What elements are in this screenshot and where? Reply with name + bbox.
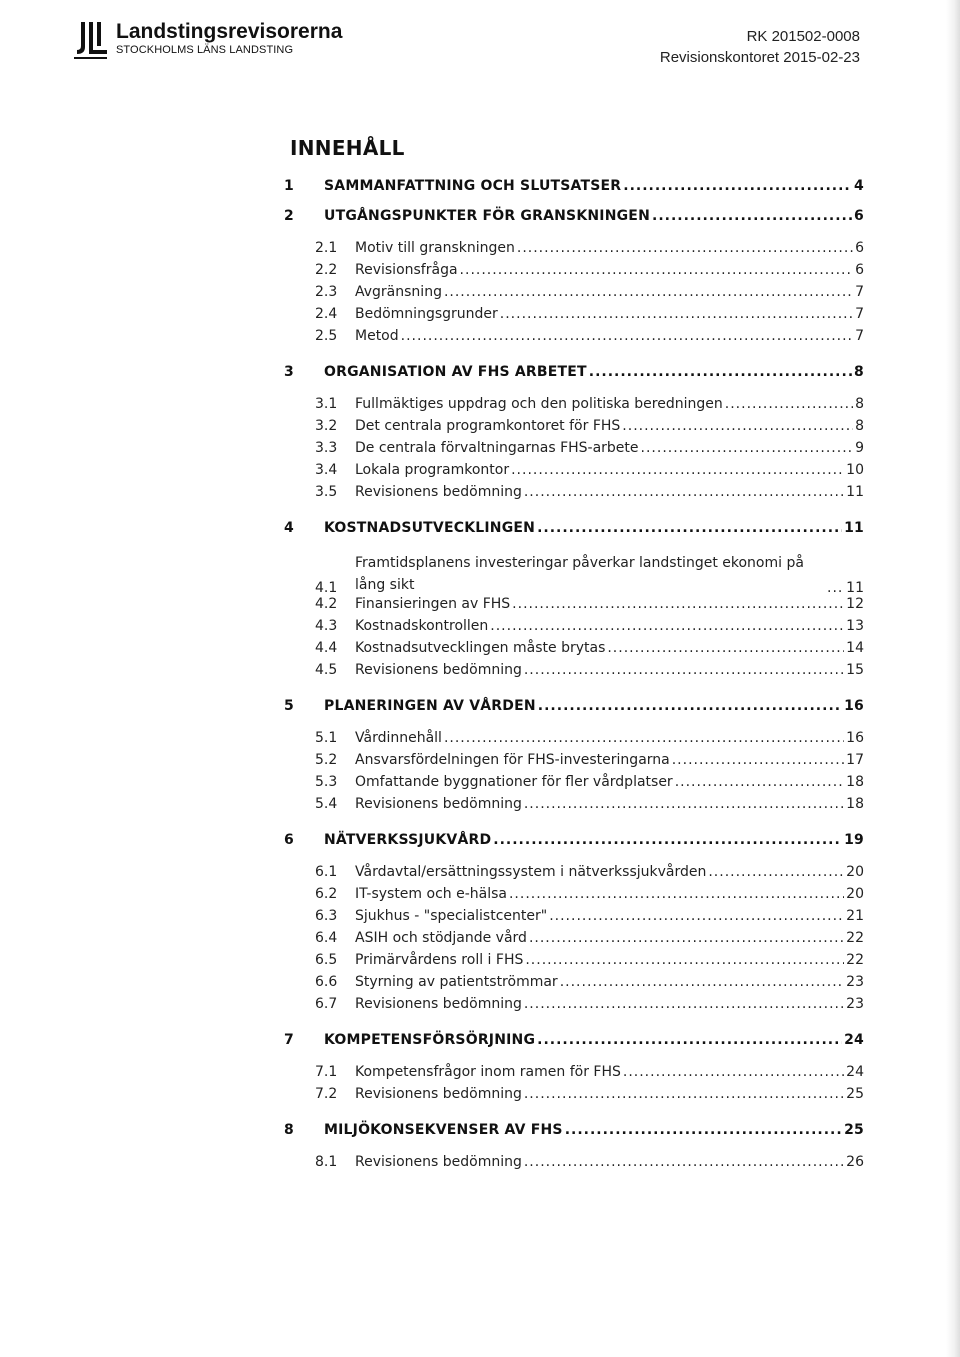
section-title: De centrala förvaltningarnas FHS-arbete [355, 440, 639, 456]
section-page-number: 7 [855, 284, 864, 300]
toc-section-entry[interactable] [288, 396, 864, 418]
section-title: Kostnadsutvecklingen måste brytas [355, 640, 606, 656]
chapter-page-number: 8 [854, 364, 864, 380]
dot-leader [623, 1064, 844, 1080]
section-page-number: 6 [855, 240, 864, 256]
toc-section-list [288, 240, 864, 350]
dot-leader [490, 618, 844, 634]
toc-section-entry[interactable] [288, 328, 864, 350]
toc-chapter [284, 178, 864, 200]
section-number: 2.5 [315, 328, 338, 344]
toc-section-list [288, 1064, 864, 1108]
toc-section-list [288, 730, 864, 818]
section-page-number: 7 [855, 306, 864, 322]
dot-leader [524, 796, 844, 812]
section-title: Ansvarsfördelningen för FHS-investeringarna [355, 752, 670, 768]
section-page-number: 25 [846, 1086, 864, 1102]
chapter-page-number: 16 [844, 698, 864, 714]
section-page-number: 23 [846, 974, 864, 990]
dot-leader [725, 396, 853, 412]
toc-chapter-entry[interactable] [284, 178, 864, 200]
section-number: 6.4 [315, 930, 338, 946]
chapter-number: 4 [284, 520, 294, 536]
dot-leader [444, 284, 853, 300]
section-number: 3.5 [315, 484, 338, 500]
toc-chapter-entry[interactable] [284, 698, 864, 720]
toc-chapter [284, 364, 864, 506]
toc-section-entry[interactable] [288, 864, 864, 886]
chapter-title: PLANERINGEN AV VÅRDEN [324, 698, 536, 714]
dot-leader [538, 698, 842, 714]
chapter-page-number: 24 [844, 1032, 864, 1048]
section-page-number: 13 [846, 618, 864, 634]
toc-section-entry[interactable] [288, 262, 864, 284]
dot-leader [549, 908, 844, 924]
toc-chapter [284, 832, 864, 1018]
section-title: Kostnadskontrollen [355, 618, 489, 634]
section-number: 7.1 [315, 1064, 338, 1080]
toc-section-entry[interactable] [288, 484, 864, 506]
chapter-title: KOSTNADSUTVECKLINGEN [324, 520, 536, 536]
toc-chapter [284, 1032, 864, 1108]
toc-section-entry[interactable] [288, 930, 864, 952]
section-page-number: 24 [846, 1064, 864, 1080]
section-page-number: 16 [846, 730, 864, 746]
section-number: 8.1 [315, 1154, 338, 1170]
section-page-number: 6 [855, 262, 864, 278]
section-page-number: 22 [846, 930, 864, 946]
toc-chapter [284, 1122, 864, 1176]
chapter-page-number: 6 [854, 208, 864, 224]
chapter-page-number: 25 [844, 1122, 864, 1138]
logo [74, 20, 342, 60]
chapter-page-number: 19 [844, 832, 864, 848]
toc-section-entry[interactable] [288, 552, 864, 596]
section-number: 4.4 [315, 640, 338, 656]
chapter-number: 2 [284, 208, 294, 224]
section-title: Kompetensfrågor inom ramen för FHS [355, 1064, 621, 1080]
toc-section-entry[interactable] [288, 596, 864, 618]
toc-section-entry[interactable] [288, 1154, 864, 1176]
dot-leader [827, 580, 844, 596]
toc-section-entry[interactable] [288, 462, 864, 484]
section-title: Omfattande byggnationer för fler vårdplatser [355, 774, 673, 790]
section-page-number: 26 [846, 1154, 864, 1170]
chapter-number: 5 [284, 698, 294, 714]
toc-section-list [288, 864, 864, 1018]
section-page-number: 20 [846, 864, 864, 880]
section-title: Revisionens bedömning [355, 1086, 522, 1102]
section-number: 4.2 [315, 596, 338, 612]
toc-chapter-entry[interactable] [284, 832, 864, 854]
section-title: Bedömningsgrunder [355, 306, 498, 322]
section-title: Revisionsfråga [355, 262, 458, 278]
toc-section-entry[interactable] [288, 1064, 864, 1086]
org-subtitle: STOCKHOLMS LÄNS LANDSTING [116, 44, 294, 56]
section-page-number: 11 [846, 580, 864, 596]
section-number: 5.4 [315, 796, 338, 812]
section-number: 6.5 [315, 952, 338, 968]
dot-leader [509, 886, 844, 902]
scan-edge-shadow [946, 0, 960, 1357]
dot-leader [460, 262, 854, 278]
section-page-number: 18 [846, 796, 864, 812]
dot-leader [524, 1086, 844, 1102]
section-number: 5.2 [315, 752, 338, 768]
section-number: 3.3 [315, 440, 338, 456]
dot-leader [524, 484, 844, 500]
chapter-page-number: 11 [844, 520, 864, 536]
toc-chapter [284, 698, 864, 818]
document-meta [660, 26, 860, 68]
toc-section-entry[interactable] [288, 974, 864, 996]
chapter-title: KOMPETENSFÖRSÖRJNING [324, 1032, 536, 1048]
section-title: Vårdavtal/ersättningssystem i nätverkssjukvården [355, 864, 707, 880]
dot-leader [537, 1032, 842, 1048]
section-number: 6.3 [315, 908, 338, 924]
section-page-number: 12 [846, 596, 864, 612]
toc-section-entry[interactable] [288, 306, 864, 328]
section-page-number: 9 [855, 440, 864, 456]
section-title: Finansieringen av FHS [355, 596, 511, 612]
toc-section-list [288, 552, 864, 684]
section-number: 6.1 [315, 864, 338, 880]
org-name: Landstingsrevisorerna [116, 20, 343, 43]
section-number: 3.1 [315, 396, 338, 412]
section-title: Motiv till granskningen [355, 240, 515, 256]
chapter-title: NÄTVERKSSJUKVÅRD [324, 832, 492, 848]
section-number: 4.5 [315, 662, 338, 678]
toc-section-entry[interactable] [288, 908, 864, 930]
section-title: ASIH och stödjande vård [355, 930, 527, 946]
section-title: Fullmäktiges uppdrag och den politiska beredningen [355, 396, 723, 412]
section-number: 3.4 [315, 462, 338, 478]
toc-body [284, 178, 864, 1176]
section-number: 6.2 [315, 886, 338, 902]
section-page-number: 8 [855, 418, 864, 434]
dot-leader [529, 930, 844, 946]
dot-leader [517, 240, 853, 256]
section-title: Metod [355, 328, 399, 344]
chapter-number: 7 [284, 1032, 294, 1048]
section-page-number: 23 [846, 996, 864, 1012]
dot-leader [511, 462, 844, 478]
toc-section-entry[interactable] [288, 952, 864, 974]
chapter-title: UTGÅNGSPUNKTER FÖR GRANSKNINGEN [324, 208, 650, 224]
section-title: Lokala programkontor [355, 462, 510, 478]
toc-chapter-entry[interactable] [284, 520, 864, 542]
chapter-title: ORGANISATION AV FHS ARBETET [324, 364, 587, 380]
section-page-number: 22 [846, 952, 864, 968]
dot-leader [524, 1154, 844, 1170]
section-number: 4.3 [315, 618, 338, 634]
section-number: 5.3 [315, 774, 338, 790]
chapter-page-number: 4 [854, 178, 864, 194]
toc-section-entry[interactable] [288, 1086, 864, 1108]
toc-section-entry[interactable] [288, 440, 864, 462]
section-page-number: 7 [855, 328, 864, 344]
section-page-number: 21 [846, 908, 864, 924]
section-page-number: 14 [846, 640, 864, 656]
toc-section-entry[interactable] [288, 618, 864, 640]
section-number: 2.3 [315, 284, 338, 300]
section-title: Det centrala programkontoret för FHS [355, 418, 621, 434]
dot-leader [623, 178, 852, 194]
dot-leader [641, 440, 854, 456]
chapter-title: MILJÖKONSEKVENSER AV FHS [324, 1122, 563, 1138]
toc-section-entry[interactable] [288, 662, 864, 684]
dot-leader [675, 774, 844, 790]
dot-leader [652, 208, 852, 224]
section-number: 2.1 [315, 240, 338, 256]
toc-section-entry[interactable] [288, 284, 864, 306]
toc-chapter [284, 208, 864, 350]
dot-leader [524, 996, 844, 1012]
document-header [74, 18, 860, 78]
section-title: IT-system och e-hälsa [355, 886, 507, 902]
section-number: 4.1 [315, 580, 338, 596]
section-page-number: 15 [846, 662, 864, 678]
office-date: Revisionskontoret 2015-02-23 [659, 49, 860, 66]
toc-chapter [284, 520, 864, 684]
section-title: Revisionens bedömning [355, 796, 522, 812]
dot-leader [444, 730, 844, 746]
section-title: Primärvårdens roll i FHS [355, 952, 524, 968]
section-title: Sjukhus - "specialistcenter" [355, 908, 548, 924]
reference-number: RK 201502-0008 [746, 28, 860, 45]
dot-leader [500, 306, 853, 322]
dot-leader [607, 640, 844, 656]
section-page-number: 17 [846, 752, 864, 768]
landstinget-logo-icon [74, 20, 110, 60]
section-title: Revisionens bedömning [355, 1154, 522, 1170]
section-title: Avgränsning [355, 284, 442, 300]
dot-leader [524, 662, 844, 678]
dot-leader [560, 974, 844, 990]
section-page-number: 10 [846, 462, 864, 478]
section-title: Styrning av patientströmmar [355, 974, 558, 990]
dot-leader [525, 952, 844, 968]
chapter-number: 8 [284, 1122, 294, 1138]
toc-section-list [288, 396, 864, 506]
section-page-number: 8 [855, 396, 864, 412]
toc-chapter-entry[interactable] [284, 208, 864, 230]
dot-leader [512, 596, 844, 612]
dot-leader [401, 328, 853, 344]
dot-leader [589, 364, 852, 380]
section-title: Vårdinnehåll [355, 730, 442, 746]
section-title: Revisionens bedömning [355, 484, 522, 500]
dot-leader [493, 832, 842, 848]
section-title: Revisionens bedömning [355, 662, 522, 678]
section-number: 6.6 [315, 974, 338, 990]
toc-section-entry[interactable] [288, 730, 864, 752]
section-number: 3.2 [315, 418, 338, 434]
section-number: 2.4 [315, 306, 338, 322]
toc-section-list [288, 1154, 864, 1176]
toc-section-entry[interactable] [288, 886, 864, 908]
toc-chapter-entry[interactable] [284, 1032, 864, 1054]
chapter-number: 3 [284, 364, 294, 380]
section-number: 6.7 [315, 996, 338, 1012]
dot-leader [708, 864, 844, 880]
toc-section-entry[interactable] [288, 752, 864, 774]
toc-section-entry[interactable] [288, 996, 864, 1018]
toc-section-entry[interactable] [288, 774, 864, 796]
toc-title: INNEHÅLL [290, 136, 405, 160]
chapter-number: 1 [284, 178, 294, 194]
dot-leader [672, 752, 844, 768]
section-page-number: 20 [846, 886, 864, 902]
chapter-number: 6 [284, 832, 294, 848]
table-of-contents [284, 136, 864, 1190]
section-number: 5.1 [315, 730, 338, 746]
section-page-number: 18 [846, 774, 864, 790]
dot-leader [565, 1122, 842, 1138]
section-page-number: 11 [846, 484, 864, 500]
toc-section-entry[interactable] [288, 418, 864, 440]
chapter-title: SAMMANFATTNING OCH SLUTSATSER [324, 178, 622, 194]
toc-chapter-entry[interactable] [284, 364, 864, 386]
toc-section-entry[interactable] [288, 640, 864, 662]
dot-leader [537, 520, 842, 536]
section-title: Framtidsplanens investeringar påverkar landstinget ekonomi på lång sikt [355, 555, 804, 593]
section-title: Revisionens bedömning [355, 996, 522, 1012]
toc-section-entry[interactable] [288, 240, 864, 262]
toc-chapter-entry[interactable] [284, 1122, 864, 1144]
section-number: 7.2 [315, 1086, 338, 1102]
section-number: 2.2 [315, 262, 338, 278]
toc-section-entry[interactable] [288, 796, 864, 818]
dot-leader [622, 418, 853, 434]
